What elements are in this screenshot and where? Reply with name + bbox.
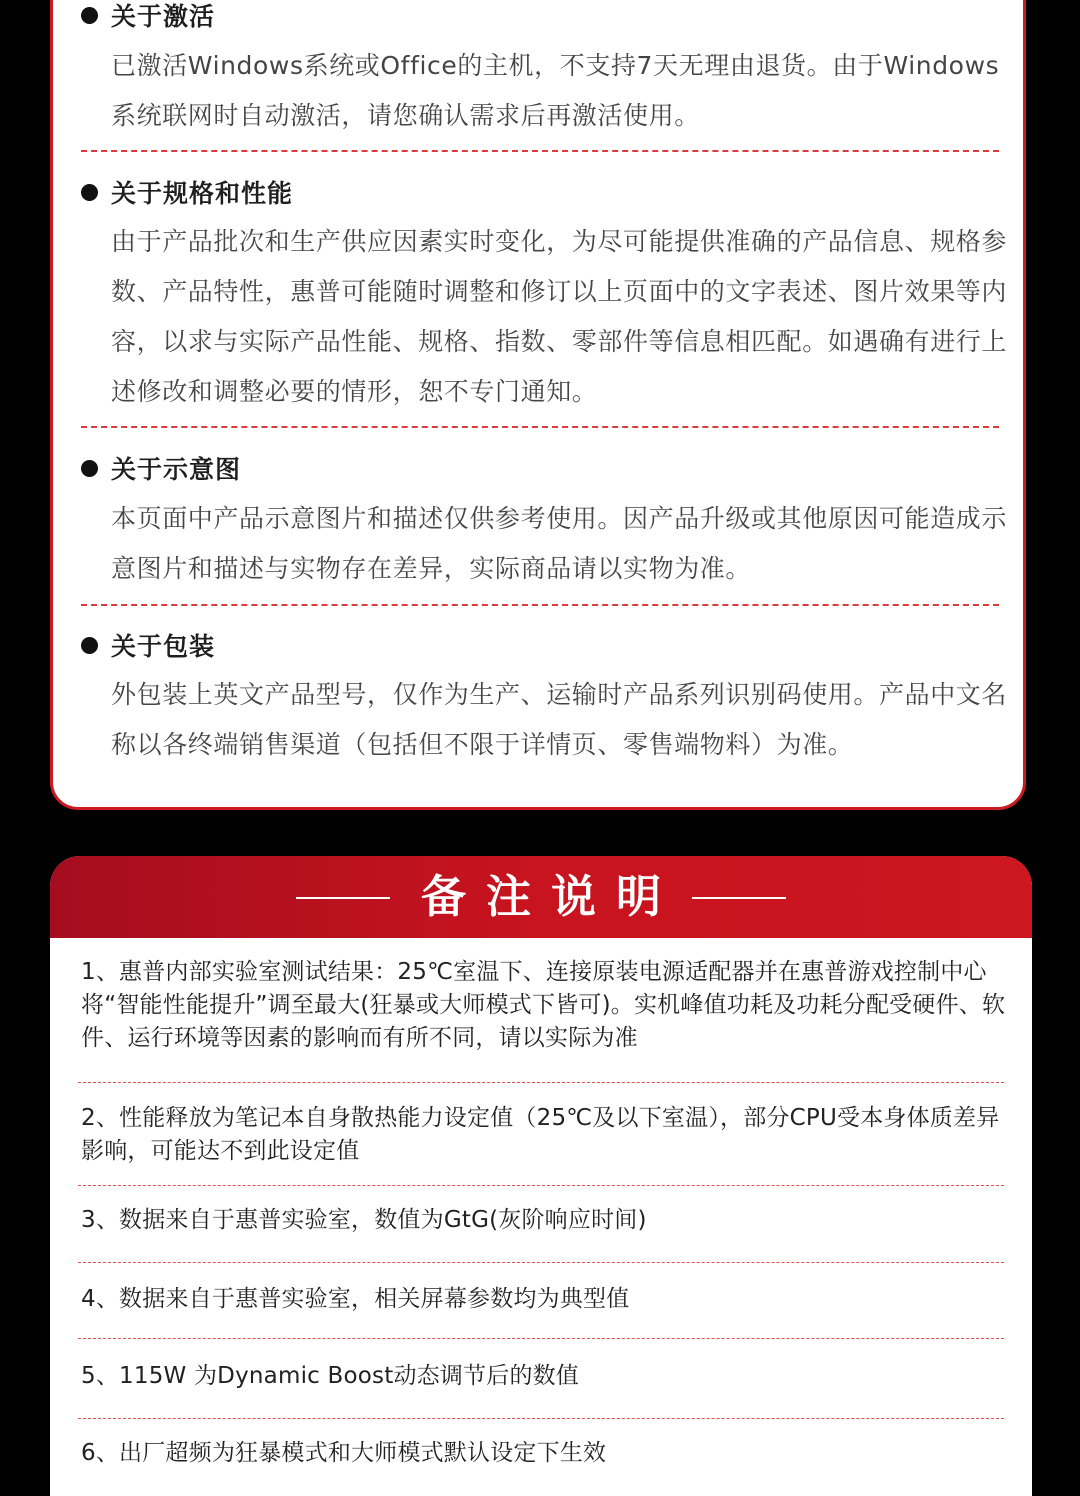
notice-card: [50, 0, 1026, 810]
remark-item: 1、惠普内部实验室测试结果：25℃室温下、连接原装电源适配器并在惠普游戏控制中心将“智能性能提升”调至最大(狂暴或大师模式下皆可)。实机峰值功耗及功耗分配受硬件、软件、运行环境等因素的影响而有所不同，请以实际为准: [81, 959, 1006, 1051]
remark-item: 2、性能释放为笔记本自身散热能力设定值（25℃及以下室温），部分CPU受本身体质差异影响，可能达不到此设定值: [81, 1105, 1000, 1164]
section-body: 由于产品批次和生产供应因素实时变化，为尽可能提供准确的产品信息、规格参数、产品特性，惠普可能随时调整和修订以上页面中的文字表述、图片效果等内容，以求与实际产品性能、规格、指数、零部件等信息相匹配。如遇确有进行上述修改和调整必要的情形，恕不专门通知。: [111, 227, 1008, 406]
section-divider: [81, 426, 999, 428]
section-title: 关于规格和性能: [111, 179, 294, 208]
section-title: 关于包装: [111, 632, 216, 661]
bullet-icon: [81, 460, 98, 477]
remark-divider: [78, 1082, 1004, 1083]
bullet-icon: [81, 7, 98, 24]
section-body: 已激活Windows系统或Office的主机，不支持7天无理由退货。由于Windows系统联网时自动激活，请您确认需求后再激活使用。: [111, 51, 1000, 130]
header-decor-line: [692, 897, 786, 899]
remark-divider: [78, 1262, 1004, 1263]
section-title: 关于示意图: [111, 455, 242, 484]
remarks-title: 备注说明: [420, 870, 681, 923]
remark-divider: [78, 1418, 1004, 1419]
section-divider: [81, 604, 999, 606]
remarks-header: [50, 856, 1032, 938]
remark-item: 6、出厂超频为狂暴模式和大师模式默认设定下生效: [81, 1440, 607, 1466]
remark-item: 3、数据来自于惠普实验室，数值为GtG(灰阶响应时间): [81, 1207, 647, 1233]
section-body: 外包装上英文产品型号，仅作为生产、运输时产品系列识别码使用。产品中文名称以各终端销售渠道（包括但不限于详情页、零售端物料）为准。: [111, 680, 1008, 759]
section-divider: [81, 150, 999, 152]
header-decor-line: [296, 897, 390, 899]
section-title: 关于激活: [111, 2, 216, 31]
remark-divider: [78, 1338, 1004, 1339]
section-body: 本页面中产品示意图片和描述仅供参考使用。因产品升级或其他原因可能造成示意图片和描述与实物存在差异，实际商品请以实物为准。: [111, 504, 1008, 583]
section-heading: [81, 630, 215, 660]
remark-item: 4、数据来自于惠普实验室，相关屏幕参数均为典型值: [81, 1286, 630, 1312]
remark-item: 5、115W 为Dynamic Boost动态调节后的数值: [81, 1363, 580, 1389]
section-heading: [81, 453, 241, 483]
bullet-icon: [81, 637, 98, 654]
remarks-card: [50, 856, 1032, 1496]
remark-divider: [78, 1185, 1004, 1186]
section-heading: [81, 177, 293, 207]
section-heading: [81, 0, 215, 30]
bullet-icon: [81, 184, 98, 201]
